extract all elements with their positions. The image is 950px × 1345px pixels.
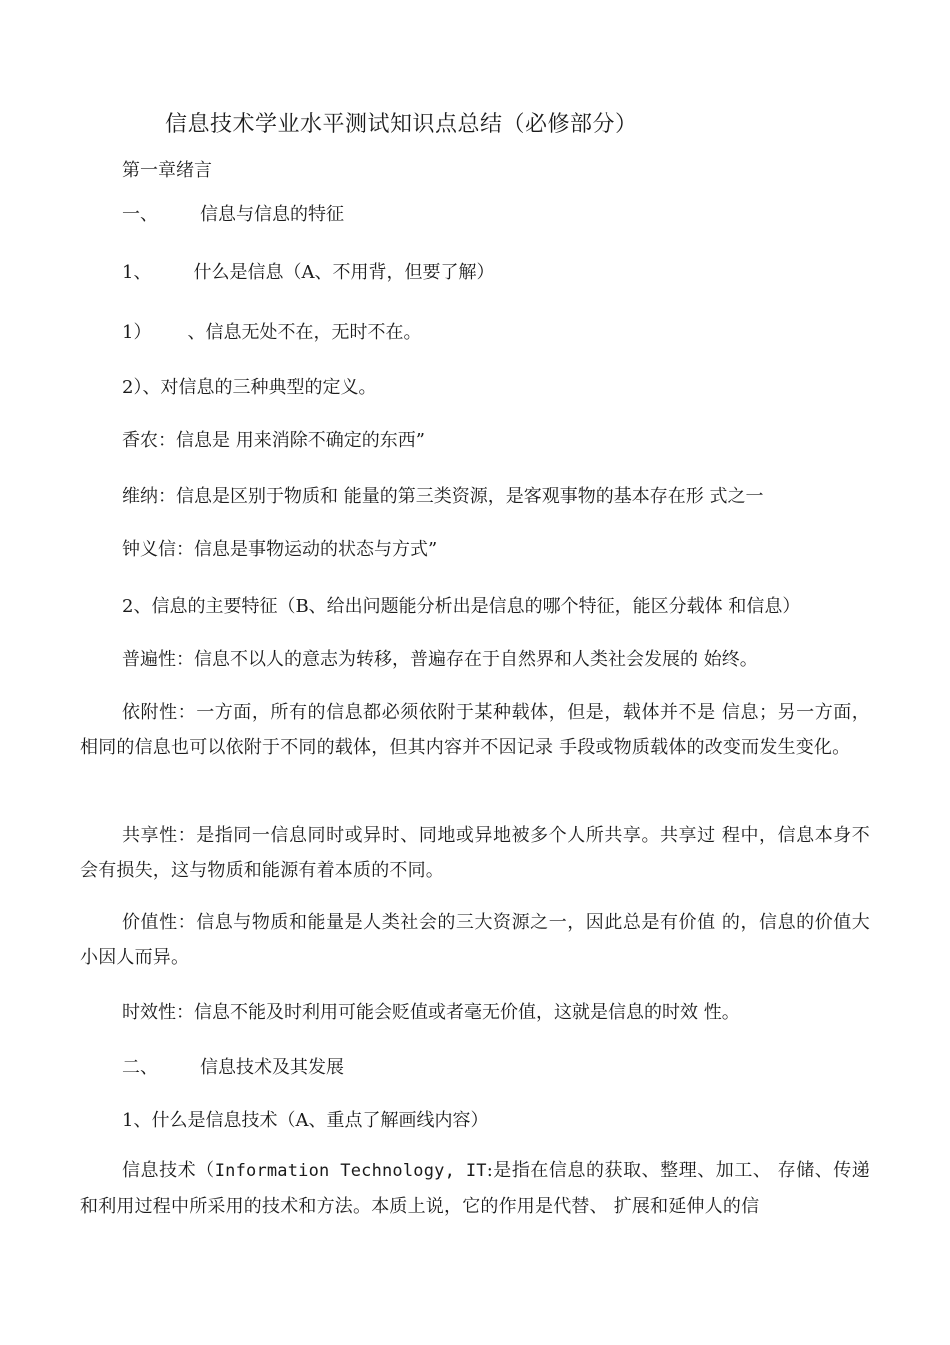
item-heading-1 bbox=[122, 260, 494, 286]
feature-value: 价值性：信息与物质和能量是人类社会的三大资源之一，因此总是有价值 的，信息的价值大小因人而异。 bbox=[80, 912, 870, 968]
item-title: 什么是信息（A、不用背，但要了解） bbox=[193, 262, 495, 283]
section-number: 二、 bbox=[122, 1057, 158, 1078]
sub-item-text: 、信息无处不在，无时不在。 bbox=[187, 322, 422, 343]
item-heading-2: 2、信息的主要特征（B、给出问题能分析出是信息的哪个特征，能区分载体 和信息） bbox=[122, 596, 801, 617]
item-heading-3: 1、什么是信息技术（A、重点了解画线内容） bbox=[122, 1110, 489, 1131]
definition-zhong: 钟义信：信息是事物运动的状态与方式” bbox=[122, 539, 438, 560]
sub-item-1 bbox=[122, 320, 421, 346]
item-number: 1、 bbox=[122, 262, 152, 283]
sub-item-2: 2）、对信息的三种典型的定义。 bbox=[122, 377, 377, 398]
section-heading-2 bbox=[122, 1055, 344, 1081]
it-definition-prefix: 信息技术（ bbox=[122, 1160, 215, 1181]
feature-universality: 普遍性：信息不以人的意志为转移，普遍存在于自然界和人类社会发展的 始终。 bbox=[122, 649, 758, 670]
section-title: 信息技术及其发展 bbox=[200, 1057, 344, 1078]
sub-item-number: 1） bbox=[122, 322, 152, 343]
definition-wiener: 维纳：信息是区别于物质和 能量的第三类资源，是客观事物的基本存在形 式之一 bbox=[122, 486, 764, 507]
section-number: 一、 bbox=[122, 204, 158, 225]
document-title: 信息技术学业水平测试知识点总结（必修部分） bbox=[165, 112, 638, 137]
feature-dependency: 依附性：一方面，所有的信息都必须依附于某种载体，但是，载体并不是 信息；另一方面，相同的信息也可以依附于不同的载体，但其内容并不因记录 手段或物质载体的改变而发生变化。 bbox=[80, 702, 870, 758]
section-title: 信息与信息的特征 bbox=[200, 204, 344, 225]
section-heading-1 bbox=[122, 202, 344, 228]
definition-shannon: 香农：信息是 用来消除不确定的东西” bbox=[122, 430, 425, 451]
it-definition bbox=[80, 1153, 870, 1224]
chapter-heading: 第一章绪言 bbox=[122, 160, 212, 181]
it-definition-english: Information Technology, IT bbox=[214, 1161, 487, 1181]
feature-timeliness: 时效性：信息不能及时利用可能会贬值或者毫无价值，这就是信息的时效 性。 bbox=[122, 1002, 740, 1023]
feature-sharing: 共享性：是指同一信息同时或异时、同地或异地被多个人所共享。共享过 程中，信息本身不会有损失，这与物质和能源有着本质的不同。 bbox=[80, 825, 870, 881]
it-definition-rest: :是指在信息的获取、整理、加工、 存储、传递和利用过程中所采用的技术和方法。本质上说，它的作用是代替、 扩展和延伸人的信 bbox=[80, 1160, 871, 1217]
